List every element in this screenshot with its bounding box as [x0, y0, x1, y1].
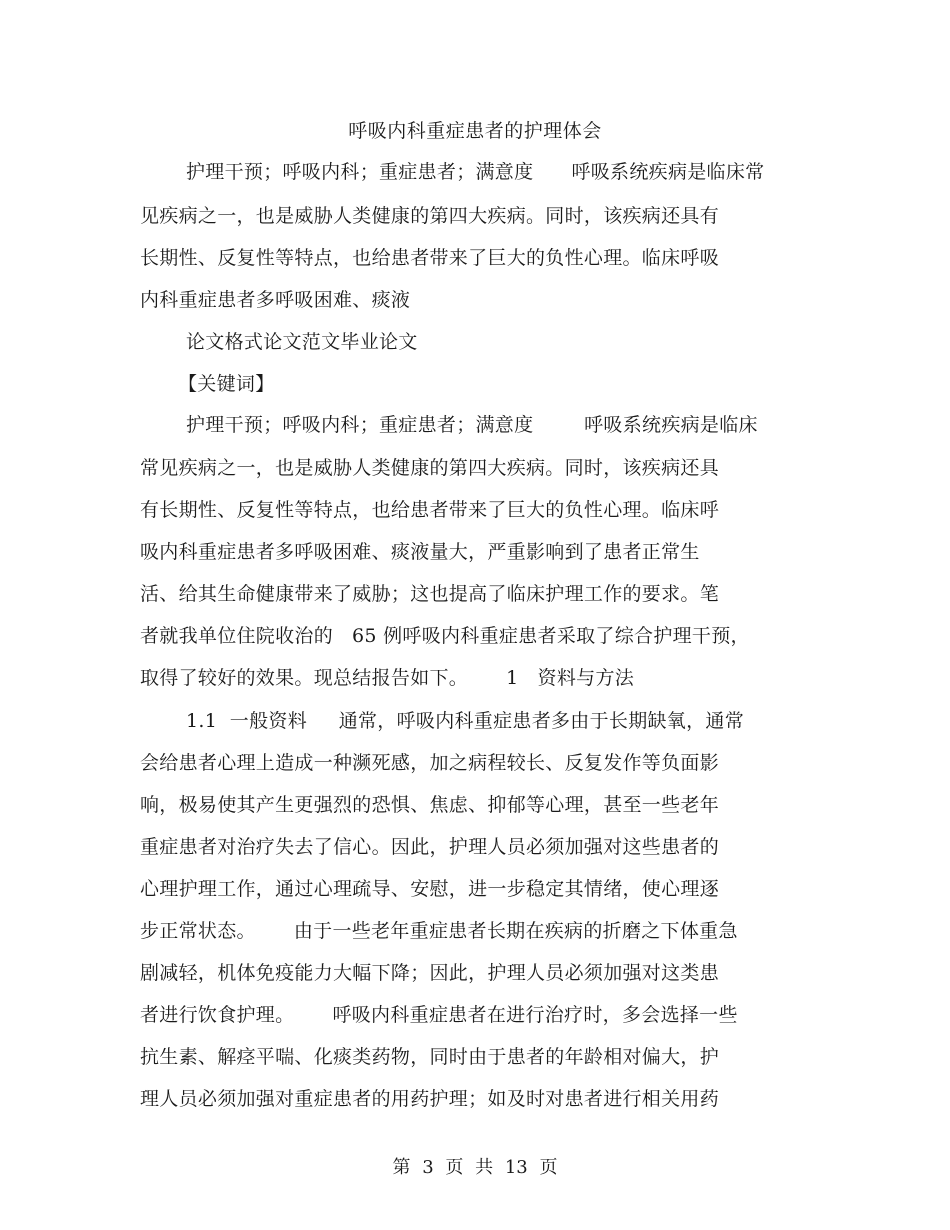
body-line: 步正常状态。 由于一些老年重症患者长期在疾病的折磨之下体重急	[140, 920, 738, 942]
page-number-footer: 第 3 页 共 13 页	[392, 1157, 558, 1178]
body-line: 取得了较好的效果。现总结报告如下。 1 资料与方法	[140, 667, 635, 689]
body-line: 重症患者对治疗失去了信心。因此，护理人员必须加强对这些患者的	[140, 836, 720, 858]
body-line: 吸内科重症患者多呼吸困难、痰液量大，严重影响到了患者正常生	[140, 541, 700, 563]
body-line: 常见疾病之一，也是威胁人类健康的第四大疾病。同时，该疾病还具	[140, 457, 720, 479]
body-line: 护理干预；呼吸内科；重症患者；满意度 呼吸系统疾病是临床常	[186, 161, 765, 183]
body-line: 见疾病之一，也是威胁人类健康的第四大疾病。同时，该疾病还具有	[140, 205, 720, 227]
body-line: 会给患者心理上造成一种濒死感，加之病程较长、反复发作等负面影	[140, 752, 720, 774]
section-1-1-line: 1.1 一般资料 通常，呼吸内科重症患者多由于长期缺氧，通常	[186, 710, 744, 732]
body-line: 内科重症患者多呼吸困难、痰液	[140, 289, 411, 311]
body-line: 者就我单位住院收治的 65 例呼吸内科重症患者采取了综合护理干预，	[140, 625, 750, 647]
body-line: 剧减轻，机体免疫能力大幅下降；因此，护理人员必须加强对这类患	[140, 962, 720, 984]
keywords-heading: 【关键词】	[178, 373, 275, 395]
body-line: 护理干预；呼吸内科；重症患者；满意度 呼吸系统疾病是临床	[186, 414, 758, 436]
document-title: 呼吸内科重症患者的护理体会	[348, 120, 602, 142]
body-line: 者进行饮食护理。 呼吸内科重症患者在进行治疗时，多会选择一些	[140, 1004, 738, 1026]
body-line: 活、给其生命健康带来了威胁；这也提高了临床护理工作的要求。笔	[140, 583, 720, 605]
body-line: 有长期性、反复性等特点，也给患者带来了巨大的负性心理。临床呼	[140, 499, 720, 521]
body-line: 理人员必须加强对重症患者的用药护理；如及时对患者进行相关用药	[140, 1088, 720, 1110]
body-line: 论文格式论文范文毕业论文	[186, 331, 418, 353]
body-line: 响，极易使其产生更强烈的恐惧、焦虑、抑郁等心理，甚至一些老年	[140, 794, 720, 816]
body-line: 心理护理工作，通过心理疏导、安慰，进一步稳定其情绪，使心理逐	[140, 878, 720, 900]
body-line: 抗生素、解痉平喘、化痰类药物，同时由于患者的年龄相对偏大，护	[140, 1046, 720, 1068]
body-line: 长期性、反复性等特点，也给患者带来了巨大的负性心理。临床呼吸	[140, 247, 720, 269]
